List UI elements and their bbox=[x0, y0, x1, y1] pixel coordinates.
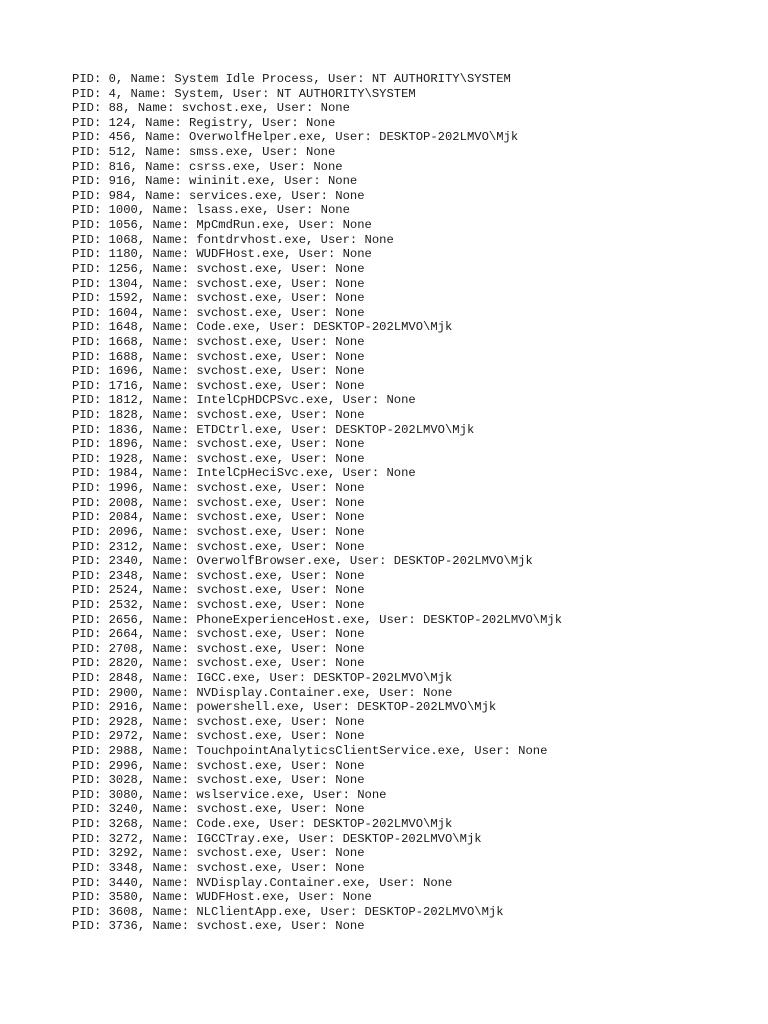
process-line: PID: 1304, Name: svchost.exe, User: None bbox=[72, 276, 365, 291]
process-line: PID: 1984, Name: IntelCpHeciSvc.exe, User: None bbox=[72, 466, 416, 481]
process-line: PID: 1056, Name: MpCmdRun.exe, User: None bbox=[72, 218, 372, 233]
process-line: PID: 2312, Name: svchost.exe, User: None bbox=[72, 539, 365, 554]
process-line: PID: 3736, Name: svchost.exe, User: None bbox=[72, 919, 365, 934]
process-line: PID: 88, Name: svchost.exe, User: None bbox=[72, 101, 350, 116]
process-line: PID: 2928, Name: svchost.exe, User: None bbox=[72, 714, 365, 729]
process-line: PID: 916, Name: wininit.exe, User: None bbox=[72, 174, 358, 189]
process-line: PID: 1696, Name: svchost.exe, User: None bbox=[72, 364, 365, 379]
process-line: PID: 984, Name: services.exe, User: None bbox=[72, 188, 365, 203]
process-line: PID: 3240, Name: svchost.exe, User: None bbox=[72, 802, 365, 817]
process-line: PID: 2656, Name: PhoneExperienceHost.exe, User: DESKTOP-202LMVO\Mjk bbox=[72, 612, 563, 627]
process-line: PID: 816, Name: csrss.exe, User: None bbox=[72, 159, 343, 174]
process-line: PID: 2996, Name: svchost.exe, User: None bbox=[72, 758, 365, 773]
process-line: PID: 1592, Name: svchost.exe, User: None bbox=[72, 291, 365, 306]
process-line: PID: 1180, Name: WUDFHost.exe, User: None bbox=[72, 247, 372, 262]
process-line: PID: 3272, Name: IGCCTray.exe, User: DESKTOP-202LMVO\Mjk bbox=[72, 831, 482, 846]
process-line: PID: 1928, Name: svchost.exe, User: None bbox=[72, 451, 365, 466]
process-line: PID: 2988, Name: TouchpointAnalyticsClientService.exe, User: None bbox=[72, 744, 548, 759]
process-line: PID: 2848, Name: IGCC.exe, User: DESKTOP-202LMVO\Mjk bbox=[72, 670, 453, 685]
process-line: PID: 3608, Name: NLClientApp.exe, User: DESKTOP-202LMVO\Mjk bbox=[72, 904, 504, 919]
process-line: PID: 1648, Name: Code.exe, User: DESKTOP-202LMVO\Mjk bbox=[72, 320, 453, 335]
process-line: PID: 3580, Name: WUDFHost.exe, User: None bbox=[72, 890, 372, 905]
process-line: PID: 1828, Name: svchost.exe, User: None bbox=[72, 408, 365, 423]
process-line: PID: 2340, Name: OverwolfBrowser.exe, User: DESKTOP-202LMVO\Mjk bbox=[72, 554, 533, 569]
process-line: PID: 1604, Name: svchost.exe, User: None bbox=[72, 305, 365, 320]
process-line: PID: 512, Name: smss.exe, User: None bbox=[72, 145, 336, 160]
process-line: PID: 1812, Name: IntelCpHDCPSvc.exe, User: None bbox=[72, 393, 416, 408]
process-line: PID: 1836, Name: ETDCtrl.exe, User: DESKTOP-202LMVO\Mjk bbox=[72, 422, 475, 437]
process-line: PID: 2532, Name: svchost.exe, User: None bbox=[72, 597, 365, 612]
process-line: PID: 456, Name: OverwolfHelper.exe, User: DESKTOP-202LMVO\Mjk bbox=[72, 130, 519, 145]
process-line: PID: 124, Name: Registry, User: None bbox=[72, 115, 336, 130]
process-line: PID: 2900, Name: NVDisplay.Container.exe, User: None bbox=[72, 685, 453, 700]
process-line: PID: 0, Name: System Idle Process, User: NT AUTHORITY\SYSTEM bbox=[72, 72, 511, 86]
process-line: PID: 1000, Name: lsass.exe, User: None bbox=[72, 203, 350, 218]
process-list bbox=[72, 72, 562, 934]
process-line: PID: 3348, Name: svchost.exe, User: None bbox=[72, 860, 365, 875]
process-line: PID: 2348, Name: svchost.exe, User: None bbox=[72, 568, 365, 583]
process-line: PID: 4, Name: System, User: NT AUTHORITY\SYSTEM bbox=[72, 86, 416, 101]
process-line: PID: 1668, Name: svchost.exe, User: None bbox=[72, 334, 365, 349]
process-line: PID: 2820, Name: svchost.exe, User: None bbox=[72, 656, 365, 671]
process-line: PID: 1896, Name: svchost.exe, User: None bbox=[72, 437, 365, 452]
process-line: PID: 2524, Name: svchost.exe, User: None bbox=[72, 583, 365, 598]
process-line: PID: 2916, Name: powershell.exe, User: DESKTOP-202LMVO\Mjk bbox=[72, 700, 497, 715]
process-line: PID: 3440, Name: NVDisplay.Container.exe, User: None bbox=[72, 875, 453, 890]
process-line: PID: 2084, Name: svchost.exe, User: None bbox=[72, 510, 365, 525]
process-line: PID: 1688, Name: svchost.exe, User: None bbox=[72, 349, 365, 364]
process-line: PID: 2096, Name: svchost.exe, User: None bbox=[72, 524, 365, 539]
process-line: PID: 2664, Name: svchost.exe, User: None bbox=[72, 627, 365, 642]
process-line: PID: 1716, Name: svchost.exe, User: None bbox=[72, 378, 365, 393]
process-line: PID: 1256, Name: svchost.exe, User: None bbox=[72, 261, 365, 276]
process-line: PID: 3080, Name: wslservice.exe, User: None bbox=[72, 787, 387, 802]
process-line: PID: 3028, Name: svchost.exe, User: None bbox=[72, 773, 365, 788]
process-line: PID: 2972, Name: svchost.exe, User: None bbox=[72, 729, 365, 744]
process-line: PID: 3268, Name: Code.exe, User: DESKTOP-202LMVO\Mjk bbox=[72, 817, 453, 832]
process-line: PID: 3292, Name: svchost.exe, User: None bbox=[72, 846, 365, 861]
process-line: PID: 1068, Name: fontdrvhost.exe, User: None bbox=[72, 232, 394, 247]
process-line: PID: 2008, Name: svchost.exe, User: None bbox=[72, 495, 365, 510]
process-line: PID: 2708, Name: svchost.exe, User: None bbox=[72, 641, 365, 656]
process-line: PID: 1996, Name: svchost.exe, User: None bbox=[72, 481, 365, 496]
